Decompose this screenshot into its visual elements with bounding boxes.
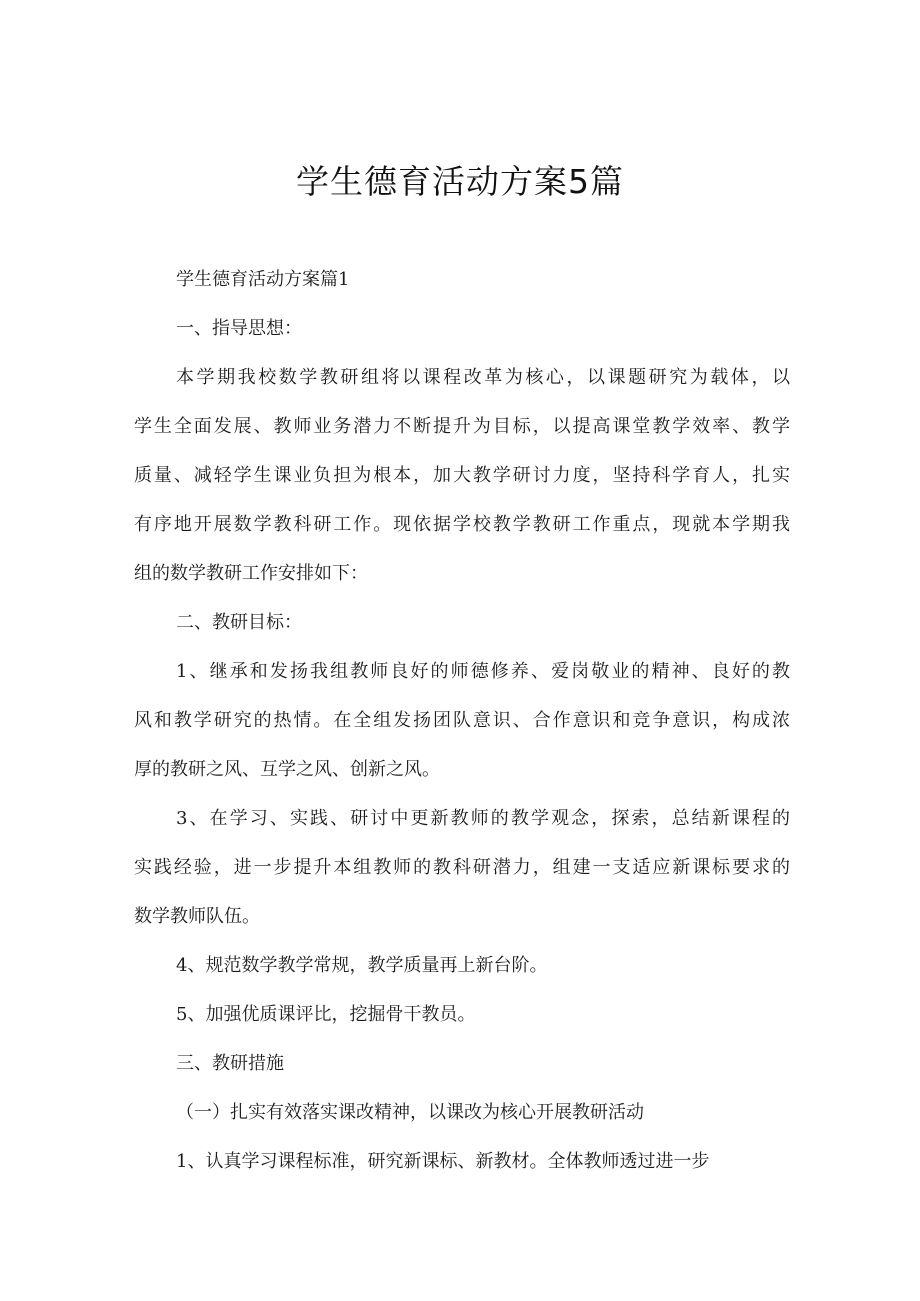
- paragraph-line: 学生全面发展、教师业务潜力不断提升为目标，以提高课堂教学效率、教学: [134, 416, 790, 437]
- paragraph-line: 实践经验，进一步提升本组教师的教科研潜力，组建一支适应新课标要求的: [134, 857, 790, 878]
- paragraph-line: 有序地开展数学教科研工作。现依据学校教学教研工作重点，现就本学期我: [134, 514, 790, 535]
- paragraph-line: 厚的教研之风、互学之风、创新之风。: [134, 759, 440, 780]
- paragraph-line: 组的数学教研工作安排如下：: [134, 563, 368, 584]
- section-heading: 学生德育活动方案篇1: [176, 269, 350, 290]
- paragraph-line: 4、规范数学教学常规，教学质量再上新台阶。: [176, 955, 548, 976]
- paragraph-line: 数学教师队伍。: [134, 906, 260, 927]
- heading-research-measures: 三、教研措施: [176, 1053, 284, 1074]
- paragraph-line: 质量、减轻学生课业负担为根本，加大教学研讨力度，坚持科学育人，扎实: [134, 465, 790, 486]
- paragraph-line: 1、继承和发扬我组教师良好的师德修养、爱岗敬业的精神、良好的教: [176, 661, 790, 682]
- document-title: 学生德育活动方案5篇: [296, 162, 624, 201]
- paragraph-line: 5、加强优质课评比，挖掘骨干教员。: [176, 1004, 476, 1025]
- subheading-line: （一）扎实有效落实课改精神，以课改为核心开展教研活动: [176, 1102, 644, 1123]
- paragraph-line: 风和教学研究的热情。在全组发扬团队意识、合作意识和竞争意识，构成浓: [134, 710, 790, 731]
- paragraph-line: 1、认真学习课程标准，研究新课标、新教材。全体教师透过进一步: [176, 1151, 710, 1172]
- heading-guiding-ideology: 一、指导思想：: [176, 318, 302, 339]
- paragraph-line: 3、在学习、实践、研讨中更新教师的教学观念，探索，总结新课程的: [176, 808, 790, 829]
- heading-research-goals: 二、教研目标：: [176, 612, 302, 633]
- paragraph-line: 本学期我校数学教研组将以课程改革为核心，以课题研究为载体，以: [176, 367, 790, 388]
